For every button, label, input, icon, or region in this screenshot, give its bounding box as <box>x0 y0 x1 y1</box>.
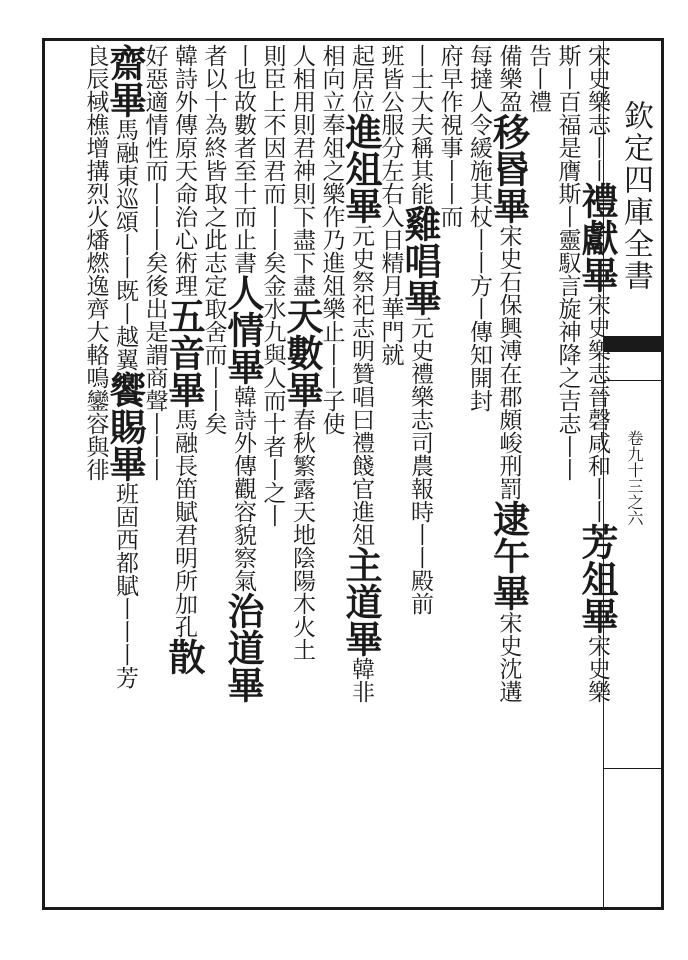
annotation-text: 馬融東巡頌丨丨既丨越翼 <box>112 118 138 371</box>
heading-term: 雞唱畢 <box>398 205 442 316</box>
heading-term: 饗賜畢 <box>103 371 147 482</box>
annotation-text: 韓詩外傳原天命治心術理 <box>171 44 197 297</box>
annotation-text: 好惡適情性而丨丨丨矣 <box>141 44 168 274</box>
book-title: 欽定四庫全書 <box>618 100 653 292</box>
annotation-text: 丨士大夫稱其能 <box>407 44 433 205</box>
annotation-text: 奉俎之樂作乃進俎樂止丨丨 <box>318 113 345 389</box>
annotation-text: 班皆公服分左右入日精月華門就 <box>377 44 404 366</box>
annotation-text: 子使 <box>318 389 345 435</box>
annotation-text: 元史禮樂志司農報時丨丨 <box>407 316 433 569</box>
annotation-text: 志定取舍而丨丨矣 <box>200 251 227 435</box>
annotation-text: 備樂盈 <box>495 44 522 113</box>
heading-term: 散 <box>162 638 206 675</box>
annotation-text: 逸齊大輅鳴鑾容與徘 <box>82 274 109 481</box>
annotation-text: 告丨禮 <box>525 44 551 113</box>
annotation-text: 殿前 <box>407 569 433 615</box>
heading-term: 禮獻畢 <box>575 182 619 293</box>
heading-term: 主道畢 <box>339 546 383 657</box>
annotation-text: 金水九與人而十者丨之丨 <box>259 274 286 527</box>
annotation-text: 良辰棫樵增搆烈火燔燃 <box>82 44 109 274</box>
heading-term: 芳俎畢 <box>575 523 619 634</box>
heading-term: 治道畢 <box>221 592 265 703</box>
heading-term: 進俎畢 <box>339 113 383 224</box>
annotation-text: 人相用則君神則下盡下盡 <box>289 44 315 297</box>
annotation-text: 韓非 <box>348 657 374 703</box>
annotation-text: 韓詩外傳觀容貌察氣 <box>230 385 256 592</box>
annotation-text: 宋史樂 <box>584 634 610 703</box>
annotation-text: 府早作視事丨丨而 <box>436 44 463 228</box>
heading-term: 人情畢 <box>221 274 265 385</box>
annotation-text: 起居位 <box>348 44 374 113</box>
annotation-text: 則臣上不因君而丨丨矣 <box>259 44 286 274</box>
annotation-text: 斯丨百福是膺 <box>554 44 581 182</box>
annotation-text: 後出是謂商聲丨丨丨 <box>141 274 168 481</box>
heading-term: 移昬畢 <box>486 113 531 224</box>
annotation-text: 馬融長笛賦君明所加孔 <box>171 408 197 638</box>
annotation-text: 宋史石保興溥在郡頗峻刑罰 <box>495 224 522 500</box>
annotation-text: 宋史樂志晉磬咸和丨丨 <box>584 293 610 523</box>
annotation-text: 者以十為終皆取之此 <box>200 44 227 251</box>
heading-term: 齋畢 <box>103 44 147 118</box>
annotation-text: 相向立 <box>318 44 345 113</box>
annotation-text: 班固西都賦丨丨丨芳 <box>112 482 138 689</box>
annotation-text: 元史祭祀志明贊唱曰禮餞官進俎 <box>348 224 374 546</box>
annotation-text: 春秋繁露天地陰陽木火土 <box>289 408 315 661</box>
annotation-text: 斯丨靈馭言旋神降之吉 <box>554 182 581 412</box>
text-column <box>77 44 114 904</box>
annotation-text: 丨也故數者至十而止書 <box>230 44 256 274</box>
heading-term: 逮午畢 <box>486 500 531 611</box>
heading-term: 天數畢 <box>280 297 324 408</box>
annotation-text: 志丨丨 <box>554 412 581 481</box>
annotation-text: 傳知開封 <box>466 320 492 412</box>
heading-term: 五音畢 <box>162 297 206 408</box>
volume-label: 卷九十三之六 <box>625 430 644 526</box>
annotation-text: 宋史樂志丨丨 <box>584 44 610 182</box>
annotation-text: 每撻人令緩施其杖丨丨方丨 <box>466 44 492 320</box>
annotation-text: 宋史沈遘 <box>495 611 522 703</box>
